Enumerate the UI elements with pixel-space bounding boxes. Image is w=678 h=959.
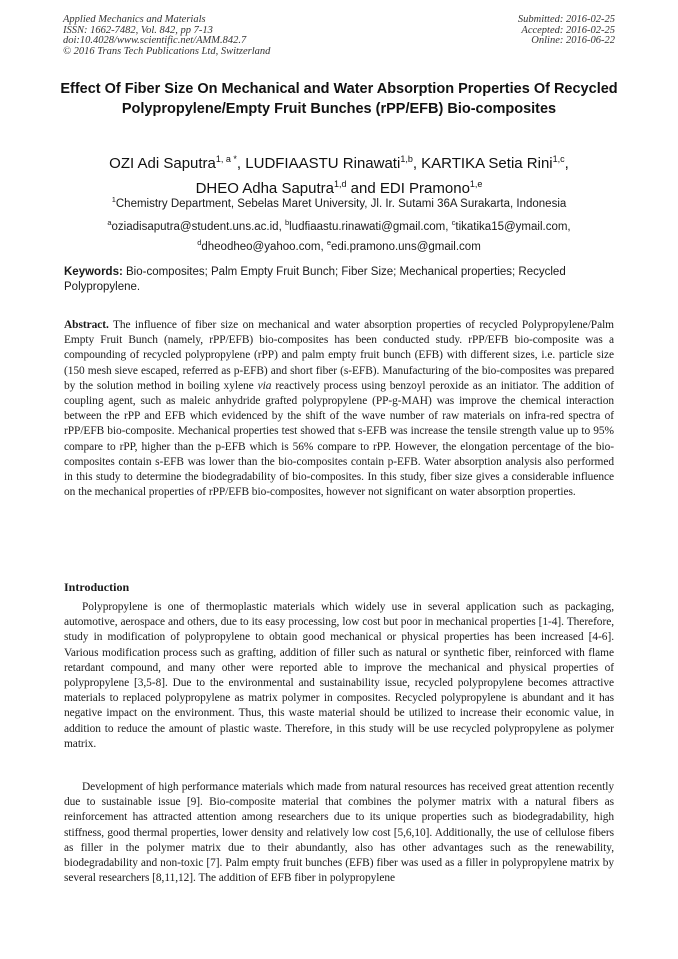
author-name: DHEO Adha Saputra [195,180,334,197]
submission-dates [518,15,615,47]
accepted-date: Accepted: 2016-02-25 [521,24,615,36]
keywords [64,265,614,295]
keywords-text: Bio-composites; Palm Empty Fruit Bunch; Fiber Size; Mechanical properties; Recycled Polypropylene. [64,266,566,293]
intro-paragraph: Polypropylene is one of thermoplastic materials which widely use in several application such as packaging, automotive, aerospace and others, due to its easy processing, low cost but poor in mechanical properties [1-4]. Therefore, study in modification of polypropylene to obtain good mechanical or physical properties has been increased [4-6]. Various modification process such as grafting, addition of filler such as natural or synthetic fiber, reinforced with flame retardant compound, and many other were reported able to improve the mechanical and physical properties of polypropylene [3,5-8]. Due to the environmental and sustainability issue, recycled polypropylene becomes attractive materials to replaced polypropylene as matrix polymer in composites. Recycled polypropylene is abundant and it has negative impact on the environment. Thus, this waste material should be utilized to increase their economic value, in addition to reduce the amount of plastic waste. Therefore, in this study will be use recycled polypropylene as polymer matrix. [64,601,614,750]
email-address[interactable]: dheodheo@yahoo.com [201,240,321,253]
paper-title: Effect Of Fiber Size On Mechanical and Water Absorption Properties Of Recycled Polypropylene/Empty Fruit Bunches (rPP/EFB) Bio-composites [60,81,618,117]
journal-copyright: © 2016 Trans Tech Publications Ltd, Switzerland [63,45,271,57]
author-name: LUDFIAASTU Rinawati [245,155,401,172]
author-affiliation-mark: 1, a * [215,154,237,164]
journal-issn: ISSN: 1662-7482, Vol. 842, pp 7-13 [63,24,213,36]
online-date: Online: 2016-06-22 [531,35,615,46]
journal-name: Applied Mechanics and Materials [63,14,206,25]
author-name: OZI Adi Saputra [109,155,216,172]
author-emails: $^a$oziadisaputra@student.uns.ac.id, $^b$ludfiaastu.rinawati@gmail.com, $^c$tikatika15@ymail.com, $^d$dheodheo@yahoo.com, $^e$edi.pramono.uns@gmail.com [107,218,571,253]
abstract-label: Abstract. [64,319,109,331]
author-name: KARTIKA Setia Rini [421,155,553,172]
journal-doi: doi:10.4028/www.scientific.net/AMM.842.7 [63,35,247,46]
author-affiliation-mark: 1,d [333,179,347,189]
email-address[interactable]: edi.pramono.uns@gmail.com [331,240,481,253]
author-list: OZI Adi Saputra$^{1, a *}$, LUDFIAASTU Rinawati$^{1,b}$, KARTIKA Setia Rini$^{1,c}$, DHEO Adha Saputra$^{1,d}$ and EDI Pramono$^{1,e}$ [109,154,569,197]
author-affiliation-mark: 1,c [552,154,565,164]
affiliation: $^1$Chemistry Department, Sebelas Maret University, Jl. Ir. Sutami 36A Surakarta, Indonesia [111,195,567,210]
email-address[interactable]: tikatika15@ymail.com [455,220,568,233]
email-address[interactable]: ludfiaastu.rinawati@gmail.com [289,220,446,233]
author-affiliation-mark: 1,e [469,179,483,189]
submitted-date: Submitted: 2016-02-25 [517,14,615,25]
keywords-label: Keywords: [64,266,123,278]
intro-paragraph: Development of high performance materials which made from natural resources has received great attention recently due to sustainable issue [9]. Bio-composite material that combines the polymer matrix with a natural fibers as reinforcement has attracted attention among researchers due to its unique properties such as biodegradability, high stiffness, good thermal properties, lower density and relatively low cost [5,6,10]. Additionally, the use of cellulose fibers as filler in the polymer matrix due to their abundantly, also has other advantages such as the renewability, biodegradability and non-toxic [7]. Palm empty fruit bunches (EFB) fiber was used as a filler in polypropylene matrix by several researchers [8,11,12]. The addition of EFB fiber in polypropylene [64,781,614,885]
author-affiliation-mark: 1,b [400,154,413,164]
journal-info [63,15,270,57]
section-heading-introduction: Introduction [64,580,130,594]
email-address[interactable]: oziadisaputra@student.uns.ac.id [111,220,279,233]
abstract: Abstract. The influence of fiber size on mechanical and water absorption properties of recycled Polypropylene/Palm Empty Fruit Bunch (namely, rPP/EFB) bio-composites has been conducted study. rPP/EFB bio-composite was a compounding of recycled polypropylene (rPP) and palm empty fruit bunch (EFB) with different sizes, i.e. particle size (150 mesh sieve escaped, referred as p-EFB) and short fiber (s-EFB). Manufacturing of the bio-composites was prepared by the solution method in boiling xylene via reactively process using benzoyl peroxide as an initiator. The addition of coupling agent, such as maleic anhydride grafted polypropylene (PP-g-MAH) was improve the chemical interaction between the rPP and EFB which evidenced by the shift of the wave number of raw materials on infra-red spectra of rPP/EFB bio-composite. Mechanical properties test showed that s-EFB was increase the tensile strength value up to 95% compare to rPP, higher than the p-EFB which is 56% compare to rPP. However, the elongation percentage of the bio-composites contain s-EFB was lower than the bio-composites contain p-EFB. Water absorption analysis also performed in this study to determine the biodegradability of bio-composites. In this study, fiber size gives a considerable influence on the mechanical properties of rPP/EFB bio-composites, however not significant on water absorption properties. [64,319,615,499]
author-name: EDI Pramono [379,180,470,197]
